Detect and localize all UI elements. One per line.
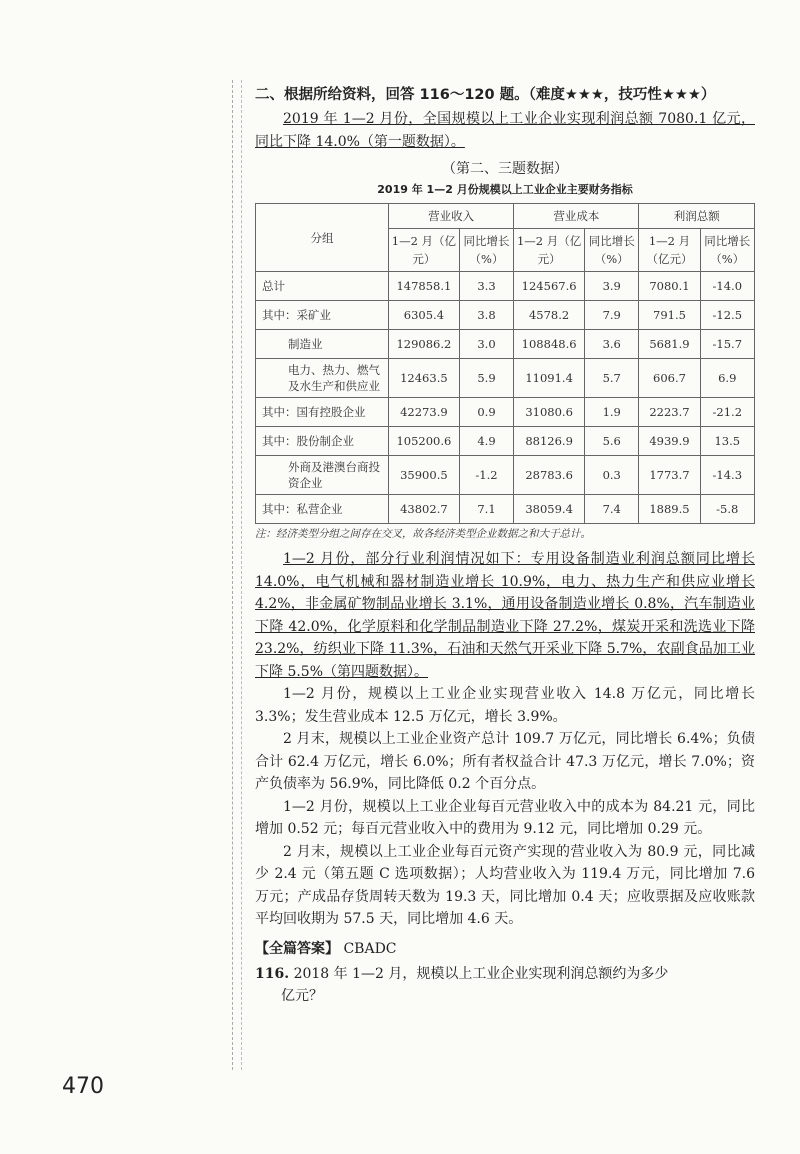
table-cell: 7.9	[585, 301, 639, 330]
table-cell: 0.9	[459, 398, 513, 427]
table-row	[256, 359, 755, 398]
table-cell: 1773.7	[639, 456, 700, 495]
row-label: 总计	[256, 272, 389, 301]
table-cell: -14.3	[700, 456, 754, 495]
table-row	[256, 272, 755, 301]
paragraph-per-hundred-revenue: 1—2 月份，规模以上工业企业每百元营业收入中的成本为 84.21 元，同比增加 0.52 元；每百元营业收入中的费用为 9.12 元，同比增加 0.29 元。	[255, 798, 755, 837]
table-cell: 0.3	[585, 456, 639, 495]
subheader: 1—2 月（亿元）	[514, 229, 585, 272]
table-row	[256, 427, 755, 456]
table-row	[256, 301, 755, 330]
table-cell: -15.7	[700, 330, 754, 359]
question-text-line2: 亿元？	[281, 987, 323, 1004]
row-label: 电力、热力、燃气及水生产和供应业	[256, 359, 389, 398]
financial-indicators-table	[255, 203, 755, 524]
table-cell: 4939.9	[639, 427, 700, 456]
table-cell: -14.0	[700, 272, 754, 301]
table-cell: 4.9	[459, 427, 513, 456]
table-cell: 1889.5	[639, 495, 700, 524]
table-cell: 3.9	[585, 272, 639, 301]
table-cell: 12463.5	[389, 359, 460, 398]
table-cell: 3.8	[459, 301, 513, 330]
col-group-cost: 营业成本	[514, 204, 639, 229]
subheader: 同比增长（%）	[700, 229, 754, 272]
table-cell: 606.7	[639, 359, 700, 398]
page-content	[255, 84, 755, 1007]
question-116	[255, 963, 755, 1007]
table-cell: 42273.9	[389, 398, 460, 427]
table-cell: 13.5	[700, 427, 754, 456]
group-header: 分组	[256, 204, 389, 272]
row-label: 其中：私营企业	[256, 495, 389, 524]
table-cell: 6.9	[700, 359, 754, 398]
table-cell: 791.5	[639, 301, 700, 330]
table-cell: 7.4	[585, 495, 639, 524]
row-label: 制造业	[256, 330, 389, 359]
paragraph-revenue-cost: 1—2 月份，规模以上工业企业实现营业收入 14.8 万亿元，同比增长 3.3%；发生营业成本 12.5 万亿元，增长 3.9%。	[255, 686, 755, 725]
table-cell: 7080.1	[639, 272, 700, 301]
table-cell: 147858.1	[389, 272, 460, 301]
table-cell: 1.9	[585, 398, 639, 427]
subheader: 同比增长（%）	[585, 229, 639, 272]
table-cell: 35900.5	[389, 456, 460, 495]
table-cell: 5.9	[459, 359, 513, 398]
table-cell: 108848.6	[514, 330, 585, 359]
table-cell: 5681.9	[639, 330, 700, 359]
table-subtitle: （第二、三题数据）	[442, 161, 568, 177]
row-label: 外商及港澳台商投资企业	[256, 456, 389, 495]
table-cell: -21.2	[700, 398, 754, 427]
table-row	[256, 330, 755, 359]
row-label: 其中：股份制企业	[256, 427, 389, 456]
table-note: 注：经济类型分组之间存在交叉，故各经济类型企业数据之和大于总计。	[255, 528, 591, 540]
answer-line	[255, 937, 755, 961]
table-cell: 2223.7	[639, 398, 700, 427]
row-label: 其中：采矿业	[256, 301, 389, 330]
table-cell: -1.2	[459, 456, 513, 495]
table-cell: 3.3	[459, 272, 513, 301]
table-row	[256, 495, 755, 524]
question-text-line1: 2018 年 1—2 月，规模以上工业企业实现利润总额约为多少	[293, 965, 669, 982]
table-cell: 6305.4	[389, 301, 460, 330]
section-title: 二、根据所给资料，回答 116～120 题。（难度★★★，技巧性★★★）	[255, 87, 716, 103]
answer-label: 【全篇答案】	[255, 940, 339, 957]
binding-margin	[232, 80, 242, 1070]
col-group-revenue: 营业收入	[389, 204, 514, 229]
table-cell: -5.8	[700, 495, 754, 524]
paragraph-per-hundred-assets: 2 月末，规模以上工业企业每百元资产实现的营业收入为 80.9 元，同比减少 2.4 元（第五题 C 选项数据）；人均营业收入为 119.4 万元，同比增加 7.6 万元；产成品存货周转天数为 19.3 天，同比增加 0.4 天；应收票据及应收账款平均回收期为 57.5 天，同比增加 4.6 天。	[255, 843, 755, 927]
table-cell: 105200.6	[389, 427, 460, 456]
table-cell: 3.6	[585, 330, 639, 359]
table-row	[256, 456, 755, 495]
question-number: 116.	[255, 965, 290, 982]
row-label: 其中：国有控股企业	[256, 398, 389, 427]
paragraph-intro: 2019 年 1—2 月份，全国规模以上工业企业实现利润总额 7080.1 亿元，同比下降 14.0%（第一题数据）。	[255, 111, 755, 150]
table-cell: 124567.6	[514, 272, 585, 301]
subheader: 1—2 月（亿元）	[389, 229, 460, 272]
table-cell: -12.5	[700, 301, 754, 330]
table-cell: 7.1	[459, 495, 513, 524]
paragraph-industry-profits: 1—2 月份，部分行业利润情况如下：专用设备制造业利润总额同比增长 14.0%，电气机械和器材制造业增长 10.9%，电力、热力生产和供应业增长 4.2%，非金属矿物制品业增长 3.1%，通用设备制造业增长 0.8%，汽车制造业下降 42.0%，化学原料和化学制品制造业下降 27.2%，煤炭开采和洗选业下降 23.2%，纺织业下降 11.3%，石油和天然气开采业下降 5.7%，农副食品加工业下降 5.5%（第四题数据）。	[255, 551, 755, 680]
table-cell: 88126.9	[514, 427, 585, 456]
col-group-profit: 利润总额	[639, 204, 755, 229]
table-cell: 5.6	[585, 427, 639, 456]
table-cell: 28783.6	[514, 456, 585, 495]
table-row	[256, 398, 755, 427]
table-cell: 38059.4	[514, 495, 585, 524]
page-number: 470	[62, 1074, 104, 1099]
table-cell: 11091.4	[514, 359, 585, 398]
table-cell: 129086.2	[389, 330, 460, 359]
table-cell: 3.0	[459, 330, 513, 359]
table-cell: 31080.6	[514, 398, 585, 427]
subheader: 1—2 月（亿元）	[639, 229, 700, 272]
table-cell: 5.7	[585, 359, 639, 398]
paragraph-assets-liabilities: 2 月末，规模以上工业企业资产总计 109.7 万亿元，同比增长 6.4%；负债合计 62.4 万亿元，增长 6.0%；所有者权益合计 47.3 万亿元，增长 7.0%；资产负债率为 56.9%，同比降低 0.2 个百分点。	[255, 731, 755, 792]
table-cell: 43802.7	[389, 495, 460, 524]
subheader: 同比增长（%）	[459, 229, 513, 272]
table-title: 2019 年 1—2 月份规模以上工业企业主要财务指标	[377, 183, 633, 196]
table-header-row	[256, 204, 755, 229]
answer-value: CBADC	[343, 940, 397, 957]
table-cell: 4578.2	[514, 301, 585, 330]
